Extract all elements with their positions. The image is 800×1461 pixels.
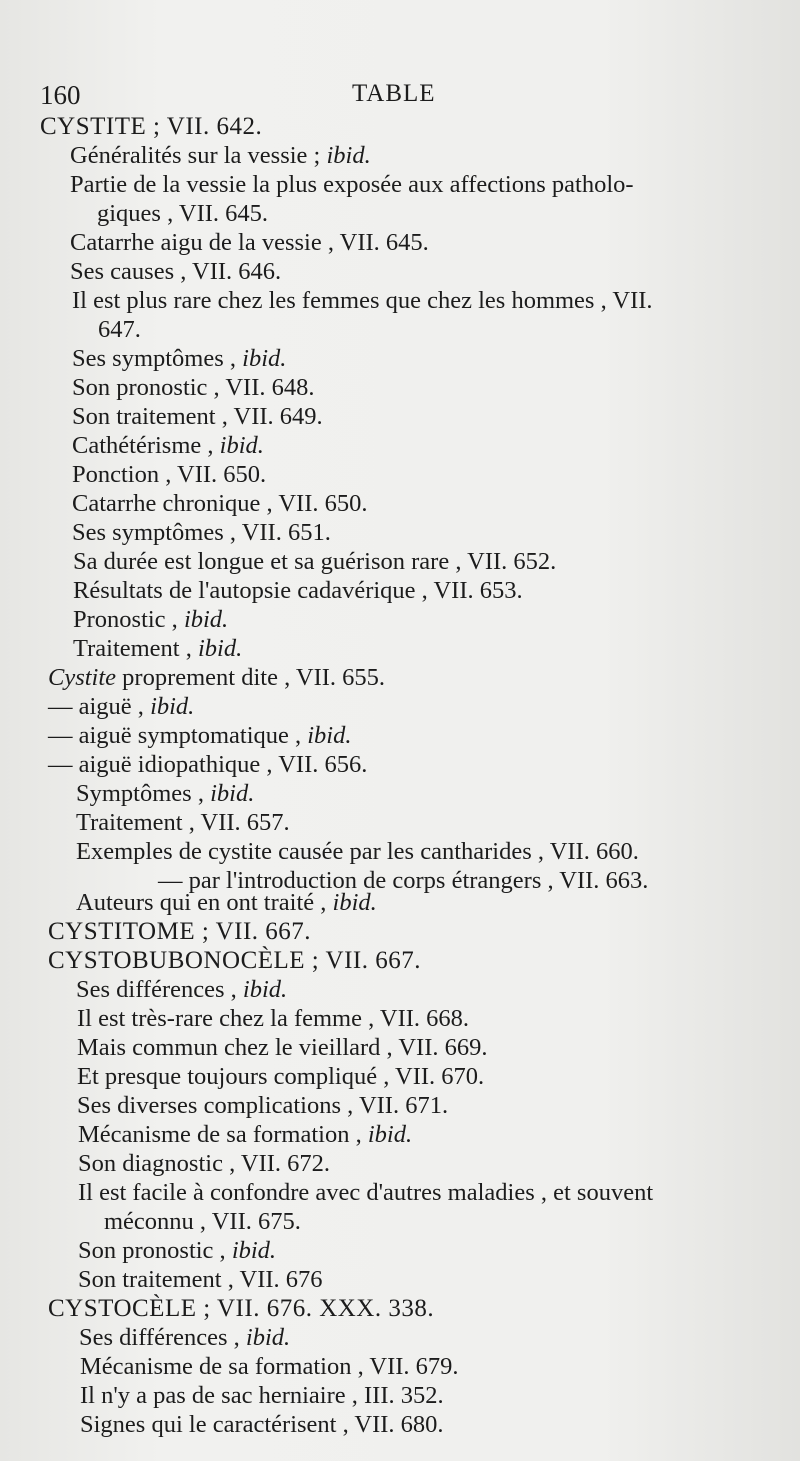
index-heading: CYSTOBUBONOCÈLE ; VII. 667.: [48, 947, 422, 974]
index-heading: CYSTITOME ; VII. 667.: [48, 918, 312, 945]
index-entry: Ses symptômes , VII. 651.: [72, 519, 331, 546]
index-entry: Mécanisme de sa formation , ibid.: [78, 1121, 413, 1148]
index-subheading: Cystite proprement dite , VII. 655.: [48, 664, 386, 691]
index-heading: CYSTOCÈLE ; VII. 676. XXX. 338.: [48, 1295, 435, 1322]
index-entry: Traitement , ibid.: [73, 635, 243, 662]
index-entry: Traitement , VII. 657.: [76, 809, 290, 836]
index-entry-continuation: 647.: [98, 316, 141, 343]
running-title: TABLE: [352, 80, 436, 107]
index-entry: — aiguë symptomatique , ibid.: [48, 722, 352, 749]
index-entry: — aiguë , ibid.: [48, 693, 195, 720]
index-entry: Ponction , VII. 650.: [72, 461, 267, 488]
index-entry: Cathétérisme , ibid.: [72, 432, 264, 459]
index-entry: Il est très-rare chez la femme , VII. 668.: [77, 1005, 470, 1032]
index-entry: Il est facile à confondre avec d'autres maladies , et souvent: [78, 1179, 654, 1206]
index-entry: Son traitement , VII. 676: [78, 1266, 323, 1293]
index-entry: Pronostic , ibid.: [73, 606, 229, 633]
index-entry: Ses symptômes , ibid.: [72, 345, 287, 372]
index-entry-continuation: giques , VII. 645.: [97, 200, 269, 227]
index-entry: Catarrhe chronique , VII. 650.: [72, 490, 368, 517]
page-header: [0, 76, 800, 110]
index-entry: Partie de la vessie la plus exposée aux affections patholo-: [70, 171, 634, 198]
index-entry: — par l'introduction de corps étrangers , VII. 663.: [158, 867, 649, 894]
index-entry: Généralités sur la vessie ; ibid.: [70, 142, 371, 169]
index-entry: Signes qui le caractérisent , VII. 680.: [80, 1411, 444, 1438]
index-entry: Exemples de cystite causée par les cantharides , VII. 660.: [76, 838, 639, 865]
index-entry: Il n'y a pas de sac herniaire , III. 352.: [80, 1382, 444, 1409]
index-entry: Il est plus rare chez les femmes que chez les hommes , VII.: [72, 287, 653, 314]
index-entry: Résultats de l'autopsie cadavérique , VII. 653.: [73, 577, 523, 604]
index-entry: Symptômes , ibid.: [76, 780, 255, 807]
index-entry: — aiguë idiopathique , VII. 656.: [48, 751, 368, 778]
index-entry: Mécanisme de sa formation , VII. 679.: [80, 1353, 459, 1380]
index-entry: Ses causes , VII. 646.: [70, 258, 282, 285]
index-entry: Son traitement , VII. 649.: [72, 403, 323, 430]
index-entry: Mais commun chez le vieillard , VII. 669.: [77, 1034, 488, 1061]
index-entry: Auteurs qui en ont traité , ibid.: [76, 889, 377, 916]
index-heading: CYSTITE ; VII. 642.: [40, 113, 263, 140]
index-entry: Et presque toujours compliqué , VII. 670.: [77, 1063, 485, 1090]
index-entry: Ses diverses complications , VII. 671.: [77, 1092, 449, 1119]
page-number: 160: [40, 80, 81, 110]
index-entry: Ses différences , ibid.: [76, 976, 288, 1003]
index-entry: Catarrhe aigu de la vessie , VII. 645.: [70, 229, 429, 256]
index-entry: Ses différences , ibid.: [79, 1324, 291, 1351]
index-entry: Sa durée est longue et sa guérison rare , VII. 652.: [73, 548, 557, 575]
index-entry: Son pronostic , ibid.: [78, 1237, 277, 1264]
index-entry: Son pronostic , VII. 648.: [72, 374, 315, 401]
index-entry: Son diagnostic , VII. 672.: [78, 1150, 331, 1177]
index-entry-continuation: méconnu , VII. 675.: [104, 1208, 301, 1235]
